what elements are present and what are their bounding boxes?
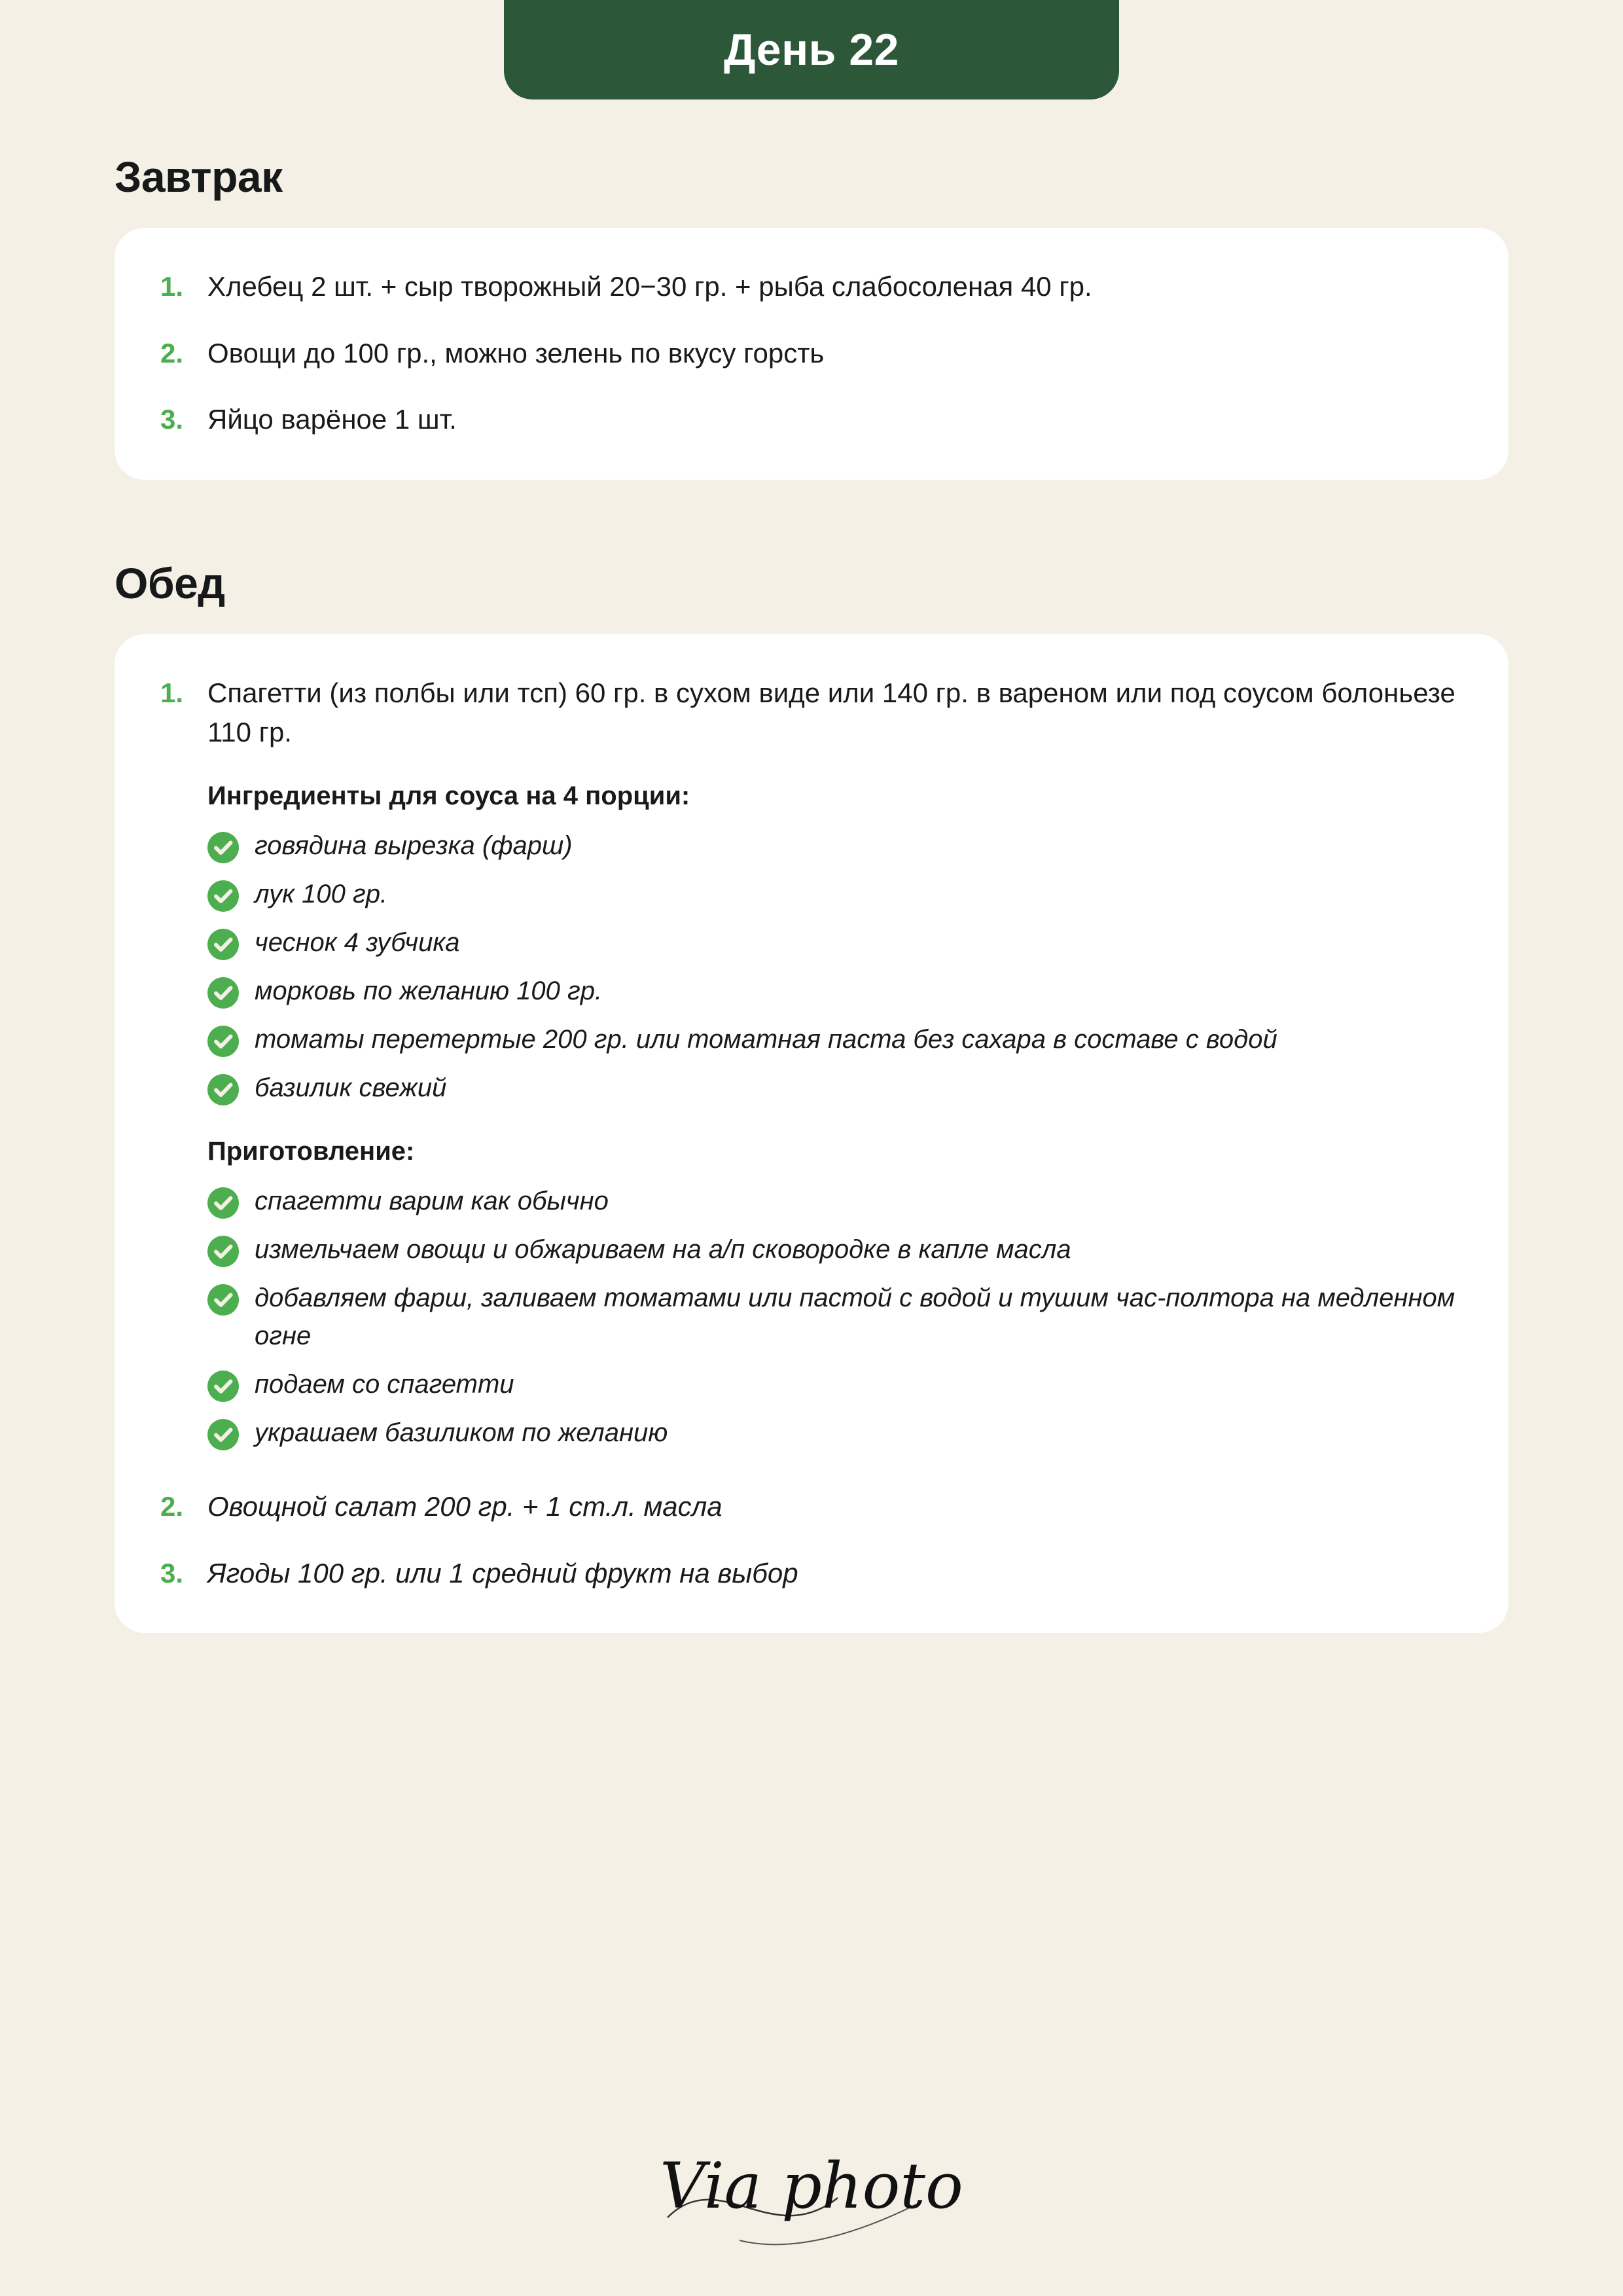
- list-body: [207, 400, 1463, 439]
- list-item: [160, 400, 1463, 439]
- list-body: [207, 334, 1463, 373]
- list-item: [160, 1554, 1463, 1593]
- page-content: [0, 152, 1623, 1633]
- list-item: [207, 827, 1463, 865]
- preparation-text: украшаем базиликом по желанию: [255, 1418, 668, 1448]
- breakfast-list: [160, 267, 1463, 439]
- check-circle-icon: [207, 1419, 239, 1450]
- check-circle-icon: [207, 929, 239, 960]
- check-circle-icon: [207, 977, 239, 1009]
- list-item: [207, 1182, 1463, 1220]
- list-marker: 3.: [160, 404, 184, 435]
- ingredient-text: томаты перетертые 200 гр. или томатная паста без сахара в составе с водой: [255, 1025, 1277, 1054]
- list-body: [207, 267, 1463, 306]
- check-circle-icon: [207, 1371, 239, 1402]
- list-marker: 2.: [160, 1491, 184, 1522]
- list-item: [207, 1279, 1463, 1355]
- list-item: [207, 875, 1463, 913]
- sub-block-title: Ингредиенты для соуса на 4 порции:: [207, 781, 690, 811]
- lunch-list: [160, 673, 1463, 1593]
- list-item: [207, 972, 1463, 1010]
- ingredients-list: [207, 827, 1463, 1107]
- list-item-text: Яйцо варёное 1 шт.: [207, 404, 457, 435]
- preparation-text: подаем со спагетти: [255, 1370, 514, 1399]
- check-circle-icon: [207, 832, 239, 863]
- list-item: [207, 1069, 1463, 1107]
- preparation-text: добавляем фарш, заливаем томатами или пастой с водой и тушим час-полтора на медленном огне: [255, 1283, 1455, 1351]
- preparation-text: измельчаем овощи и обжариваем на а/п сковородке в капле масла: [255, 1235, 1071, 1265]
- header: [0, 0, 1623, 99]
- check-circle-icon: [207, 1236, 239, 1267]
- preparation-list: [207, 1182, 1463, 1452]
- check-circle-icon: [207, 1187, 239, 1219]
- list-marker: 2.: [160, 337, 184, 368]
- list-item: [160, 267, 1463, 306]
- list-item-text: Овощной салат 200 гр. + 1 ст.л. масла: [207, 1491, 722, 1522]
- list-item: [207, 1020, 1463, 1058]
- list-item: [207, 1230, 1463, 1268]
- ingredient-text: лук 100 гр.: [255, 880, 388, 909]
- list-marker: 3.: [160, 1557, 184, 1588]
- footer: [0, 2126, 1623, 2257]
- ingredient-text: чеснок 4 зубчика: [255, 928, 460, 958]
- list-item-text: Хлебец 2 шт. + сыр творожный 20−30 гр. + рыба слабосоленая 40 гр.: [207, 271, 1092, 302]
- ingredient-text: морковь по желанию 100 гр.: [255, 977, 603, 1006]
- lunch-card: [115, 634, 1508, 1634]
- breakfast-card: [115, 228, 1508, 480]
- check-circle-icon: [207, 1284, 239, 1316]
- signature-logo: [641, 2126, 982, 2257]
- list-marker: 1.: [160, 677, 184, 708]
- check-circle-icon: [207, 1026, 239, 1057]
- list-item-text: Спагетти (из полбы или тсп) 60 гр. в сухом виде или 140 гр. в вареном или под соусом болоньезе 110 гр.: [207, 677, 1455, 747]
- list-body: [207, 1554, 1463, 1593]
- section-title-breakfast: Завтрак: [115, 152, 283, 201]
- list-item: [207, 924, 1463, 961]
- check-circle-icon: [207, 1074, 239, 1105]
- sub-block-ingredients: [207, 781, 1463, 1107]
- list-marker: 1.: [160, 271, 184, 302]
- list-body: [207, 1487, 1463, 1526]
- sub-block-title: Приготовление:: [207, 1137, 415, 1166]
- list-item: [207, 1414, 1463, 1452]
- section-title-lunch: Обед: [115, 558, 225, 607]
- list-body: [207, 673, 1463, 1452]
- list-item: [160, 1487, 1463, 1526]
- ingredient-text: базилик свежий: [255, 1073, 447, 1103]
- signature-text: Via photo: [660, 2149, 963, 2223]
- list-item-text: Овощи до 100 гр., можно зелень по вкусу горсть: [207, 337, 825, 368]
- list-item: [160, 673, 1463, 1452]
- day-badge: День 22: [504, 0, 1119, 99]
- list-item: [160, 334, 1463, 373]
- preparation-text: спагетти варим как обычно: [255, 1187, 609, 1216]
- list-item: [207, 1365, 1463, 1403]
- list-item-text: Ягоды 100 гр. или 1 средний фрукт на выбор: [207, 1557, 798, 1588]
- check-circle-icon: [207, 880, 239, 912]
- ingredient-text: говядина вырезка (фарш): [255, 831, 573, 861]
- sub-block-preparation: [207, 1137, 1463, 1452]
